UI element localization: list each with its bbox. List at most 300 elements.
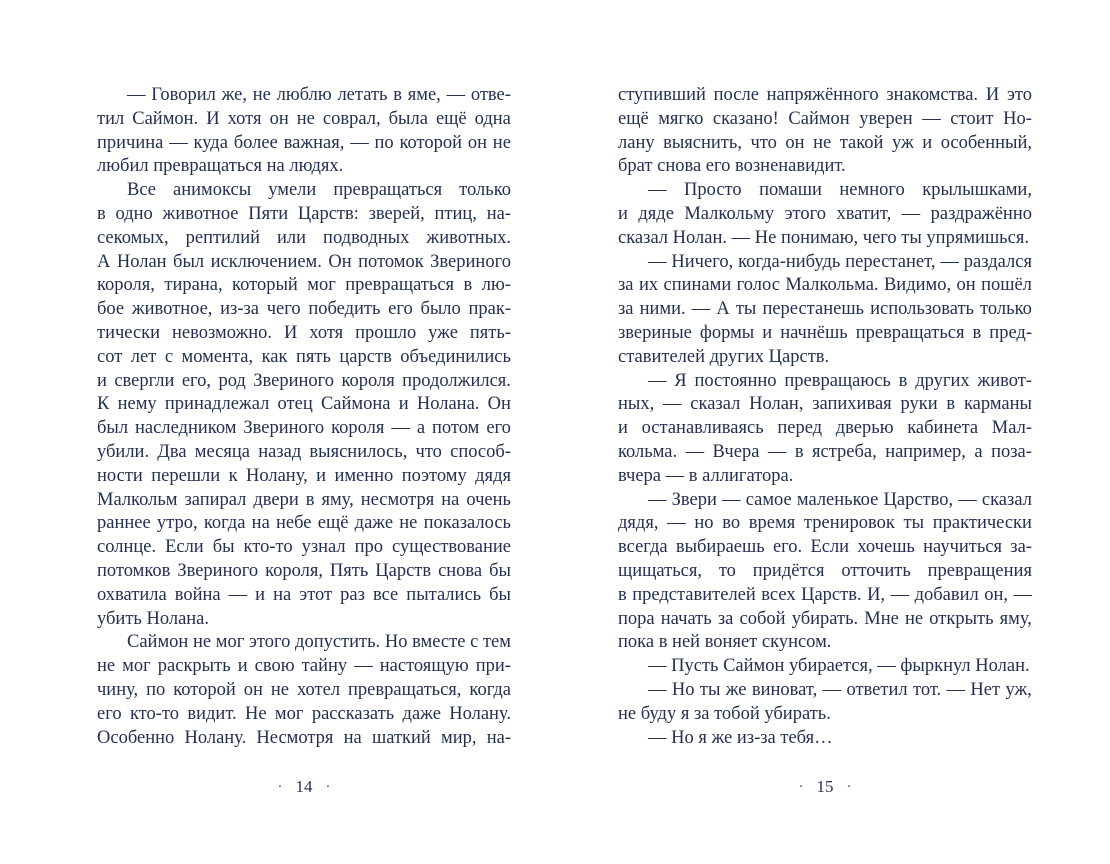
page-text — [618, 84, 1032, 750]
word: несмотря — [360, 489, 435, 510]
text-line — [618, 203, 1032, 227]
word: И — [206, 108, 220, 129]
word: — — [350, 132, 369, 153]
word: и — [316, 465, 327, 486]
word: яму, — [999, 608, 1032, 629]
word: — — [354, 656, 373, 677]
word: — — [648, 489, 667, 510]
word: ты — [735, 299, 757, 320]
paragraph — [618, 84, 1032, 179]
word: свою — [254, 656, 295, 677]
text-line: пока в ней воняет скунсом. — [618, 632, 832, 653]
text-line: брат снова его возненавидит. — [618, 156, 846, 177]
word: существование — [391, 537, 511, 558]
text-line — [618, 132, 1032, 156]
word: был — [173, 251, 205, 272]
word: К — [97, 394, 110, 415]
word: дядя — [475, 465, 511, 486]
word: Мал- — [991, 418, 1032, 439]
text-line: вчера — в аллигатора. — [618, 465, 794, 486]
word: в — [305, 489, 315, 510]
word: — — [228, 584, 248, 605]
word: птиц, — [434, 203, 477, 224]
word: собой — [739, 608, 786, 629]
word: голос — [736, 275, 780, 296]
word: из-за — [220, 299, 260, 320]
word: соврал, — [322, 108, 381, 129]
word: его. — [772, 537, 803, 558]
word: превращаться — [855, 322, 965, 343]
word: пытались — [406, 584, 482, 605]
text-line — [97, 251, 511, 275]
word: выяснилось, — [309, 441, 408, 462]
word: — — [127, 85, 146, 105]
word: назад — [258, 441, 302, 462]
word: за — [618, 299, 634, 320]
word: была — [388, 108, 428, 129]
word: даже — [354, 513, 394, 534]
text-line: — Но я же из-за тебя… — [648, 727, 833, 748]
word: — — [648, 251, 667, 272]
word: не — [192, 632, 212, 653]
text-line: убить Нолана. — [97, 608, 210, 629]
word: на- — [486, 203, 511, 224]
word: поза- — [991, 441, 1032, 462]
text-line — [97, 179, 511, 203]
word: Царство, — [883, 489, 954, 510]
word: царств — [339, 346, 392, 367]
word: рептилий — [185, 227, 260, 248]
word: род — [218, 370, 246, 391]
word: война — [174, 584, 221, 605]
word: Не — [245, 703, 267, 724]
word: видит. — [187, 703, 237, 724]
word: яме, — [407, 85, 441, 105]
word: немного — [839, 180, 905, 201]
word: победить — [308, 299, 381, 320]
word: люблю — [276, 85, 332, 105]
word: А — [716, 299, 730, 320]
word: вместе — [412, 632, 466, 653]
word: например, — [885, 441, 966, 462]
word: Нолан — [116, 251, 167, 272]
word: пред- — [989, 322, 1032, 343]
word: которой — [399, 132, 463, 153]
word: перестанет, — [845, 251, 936, 272]
text-line — [618, 274, 1032, 298]
text-line — [618, 584, 1032, 608]
word: И — [985, 85, 1000, 105]
word: хотя — [227, 108, 262, 129]
word: других — [915, 370, 970, 391]
paragraph — [618, 727, 1032, 751]
word: спинами — [663, 275, 732, 296]
word: превращаться — [333, 180, 443, 201]
word: к — [228, 465, 238, 486]
word: пора — [618, 608, 655, 629]
word: кабинета — [907, 418, 979, 439]
word: шаткий — [371, 727, 431, 748]
word: принадлежал — [164, 394, 270, 415]
text-line — [97, 274, 511, 298]
word: в — [946, 394, 956, 415]
word: стоит — [950, 108, 994, 129]
word: — — [767, 441, 787, 462]
word: продолжился. — [402, 370, 511, 391]
word: выяснить, — [663, 132, 742, 153]
word: свергли — [114, 370, 175, 391]
word: момента, — [181, 346, 254, 367]
word: исключением. — [210, 251, 322, 272]
text-line — [618, 441, 1032, 465]
word: поэтому — [401, 465, 467, 486]
word: рассказать — [311, 703, 395, 724]
word: тически — [97, 322, 161, 343]
word: — — [663, 394, 682, 415]
word: Звериного — [177, 560, 259, 581]
word: же — [725, 679, 747, 700]
word: мог — [274, 703, 304, 724]
word: виноват, — [751, 679, 818, 700]
word: даже — [402, 703, 441, 724]
word: крылышками, — [922, 180, 1032, 201]
text-line — [618, 84, 1032, 108]
word: Но — [671, 679, 695, 700]
word: только — [459, 180, 511, 201]
word: Звериного — [253, 370, 335, 391]
word: Звериного — [243, 418, 325, 439]
word: — — [890, 584, 910, 605]
text-line — [97, 346, 511, 370]
word: Но- — [1003, 108, 1032, 129]
word: — — [946, 679, 966, 700]
word: с — [470, 632, 479, 653]
page-number-value: 14 — [295, 777, 313, 796]
word: тренировок — [803, 513, 895, 534]
word: не — [492, 132, 511, 153]
word: самое — [745, 489, 792, 510]
word: уже — [428, 322, 458, 343]
word: Видимо, — [883, 275, 952, 296]
word: карманы — [963, 394, 1032, 415]
word: Саймон — [127, 632, 189, 653]
text-line — [97, 584, 511, 608]
word: более — [233, 132, 278, 153]
word: убирать. — [791, 608, 859, 629]
text-line — [97, 727, 511, 751]
word: маленькое — [796, 489, 879, 510]
word: практически — [932, 513, 1032, 534]
word: солнце. — [97, 537, 157, 558]
word: Нолан, — [749, 394, 804, 415]
page-right — [618, 84, 1032, 750]
paragraph — [618, 251, 1032, 370]
text-line — [618, 679, 1032, 703]
word: после — [713, 85, 759, 105]
word: в — [97, 203, 106, 224]
word: Нолану. — [184, 727, 247, 748]
paragraph — [618, 179, 1032, 250]
word: пять — [295, 346, 331, 367]
word: двери — [253, 489, 299, 510]
word: перешли — [151, 465, 221, 486]
word: отец — [277, 394, 313, 415]
word: убили. — [97, 441, 150, 462]
text-line — [618, 108, 1032, 132]
word: — — [648, 679, 667, 700]
page-number-right — [618, 777, 1032, 798]
word: и — [618, 203, 628, 224]
word: а — [416, 418, 426, 439]
word: наследником — [135, 418, 237, 439]
word: Звериного — [430, 251, 511, 272]
word: именно — [334, 465, 394, 486]
word: или — [277, 227, 307, 248]
word: причина — [97, 132, 164, 153]
word: время — [748, 513, 796, 534]
text-line — [618, 322, 1032, 346]
word: Все — [127, 180, 156, 201]
page-number-dot: · — [277, 779, 283, 795]
word: — — [1013, 584, 1032, 605]
text-line — [97, 393, 511, 417]
text-line — [97, 465, 511, 489]
word: потом — [432, 418, 480, 439]
word: — — [391, 418, 410, 439]
word: прошло — [355, 322, 417, 343]
text-line — [97, 203, 511, 227]
word: был — [97, 418, 129, 439]
word: он — [269, 108, 289, 129]
word: этого — [248, 632, 291, 653]
word: — — [940, 251, 959, 272]
text-line — [97, 631, 511, 655]
word: формы — [699, 322, 755, 343]
word: в — [618, 584, 627, 605]
word: сказал — [981, 489, 1032, 510]
word: начнёшь — [780, 322, 848, 343]
word: ещё — [618, 108, 649, 129]
word: сот — [97, 346, 123, 367]
paragraph — [618, 679, 1032, 727]
word: хватит, — [836, 203, 892, 224]
word: чего — [266, 299, 301, 320]
word: Саймон — [788, 108, 850, 129]
word: по — [374, 132, 394, 153]
word: на- — [486, 727, 511, 748]
word: ступивший — [618, 85, 706, 105]
word: превращаться, — [348, 679, 462, 700]
text-line — [618, 298, 1032, 322]
text-line — [618, 417, 1032, 441]
word: руки — [900, 394, 938, 415]
word: дверью — [835, 418, 894, 439]
word: было — [420, 299, 461, 320]
word: уж — [891, 132, 914, 153]
word: дяде — [638, 203, 674, 224]
word: раннее — [97, 513, 151, 534]
word: с — [164, 346, 174, 367]
word: — — [685, 441, 705, 462]
word: его — [388, 299, 413, 320]
word: мягко — [658, 108, 704, 129]
word: он — [956, 275, 976, 296]
word: Просто — [684, 180, 742, 201]
word: Нолану, — [245, 465, 308, 486]
paragraph — [97, 179, 511, 631]
page-number-dot: · — [846, 779, 852, 795]
word: животных. — [426, 227, 511, 248]
text-line — [97, 512, 511, 536]
page-left — [97, 84, 511, 750]
word: короля — [331, 418, 385, 439]
word: объединились — [400, 346, 511, 367]
word: ты — [903, 513, 925, 534]
word: постоянно — [694, 370, 777, 391]
text-line — [97, 536, 511, 560]
word: и — [618, 418, 628, 439]
page-number-left — [97, 777, 511, 798]
word: животное, — [131, 299, 213, 320]
text-line: сказал Нолан. — Не понимаю, чего ты упрямишься. — [618, 227, 1029, 248]
word: запихивая — [812, 394, 892, 415]
text-line — [97, 298, 511, 322]
word: его — [97, 703, 122, 724]
word: в — [794, 441, 804, 462]
word: живот- — [977, 370, 1032, 391]
word: Царств. — [801, 584, 862, 605]
word: не — [97, 656, 116, 677]
word: останавливаясь — [641, 418, 764, 439]
word: анимоксы — [173, 180, 252, 201]
word: по — [146, 679, 166, 700]
word: на — [251, 513, 270, 534]
word: использовать — [870, 299, 974, 320]
word: лет — [130, 346, 157, 367]
word: важная, — [283, 132, 345, 153]
word: бы — [212, 537, 235, 558]
page-number-dot: · — [798, 779, 804, 795]
word: его — [486, 418, 511, 439]
word: ности — [97, 465, 143, 486]
word: этого — [784, 203, 826, 224]
word: он, — [984, 584, 1008, 605]
word: все — [372, 584, 399, 605]
word: охватила — [97, 584, 167, 605]
word: кольма. — [618, 441, 678, 462]
word: когда-нибудь — [738, 251, 841, 272]
word: уверен — [859, 108, 913, 129]
paragraph — [618, 655, 1032, 679]
word: Вчера — [712, 441, 760, 462]
word: животное — [162, 203, 239, 224]
word: хотел — [296, 679, 341, 700]
word: Он — [487, 394, 511, 415]
word: — — [667, 513, 686, 534]
word: Малкольму — [684, 203, 775, 224]
word: раздражённо — [930, 203, 1032, 224]
word: то — [718, 560, 736, 581]
word: Пяти — [248, 203, 289, 224]
word: лю- — [481, 275, 511, 296]
word: очень — [466, 489, 511, 510]
text-line — [97, 441, 511, 465]
word: сказано! — [712, 108, 779, 129]
word: Он — [328, 251, 352, 272]
word: настоящую — [379, 656, 469, 677]
word: всегда — [618, 537, 668, 558]
text-line — [97, 132, 511, 156]
paragraph — [618, 370, 1032, 489]
word: мог — [215, 632, 245, 653]
text-line: не буду я за тобой убирать. — [618, 703, 831, 724]
word: такой — [839, 132, 884, 153]
word: тил — [97, 108, 125, 129]
word: И — [283, 322, 298, 343]
word: уж, — [1005, 679, 1032, 700]
word: ещё — [317, 513, 349, 534]
word: за — [717, 608, 734, 629]
word: раздался — [963, 251, 1032, 272]
paragraph — [97, 84, 511, 179]
text-line — [97, 560, 511, 584]
word: короля, — [265, 560, 323, 581]
paragraph — [618, 489, 1032, 656]
word: не — [296, 108, 315, 129]
word: и — [922, 132, 933, 153]
word: нему — [117, 394, 157, 415]
paragraph — [97, 631, 511, 750]
word: пошёл — [981, 275, 1032, 296]
word: на — [273, 584, 292, 605]
text-line: ставителей других Царств. — [618, 346, 830, 367]
word: не — [399, 513, 418, 534]
word: яму, — [321, 489, 354, 510]
word: запирал — [184, 489, 247, 510]
word: он — [243, 679, 263, 700]
word: мог — [122, 656, 151, 677]
word: снова — [438, 560, 483, 581]
word: превращения — [927, 560, 1032, 581]
word: Два — [157, 441, 187, 462]
word: что — [415, 441, 442, 462]
word: только — [980, 299, 1032, 320]
word: он — [785, 132, 805, 153]
word: Несмотря — [256, 727, 334, 748]
word: допустить. — [295, 632, 381, 653]
word: А — [97, 251, 111, 272]
word: не — [813, 132, 832, 153]
word: прак- — [468, 299, 511, 320]
word: особенный, — [940, 132, 1032, 153]
word: — — [169, 132, 188, 153]
word: — — [958, 489, 977, 510]
page-number-dot: · — [325, 779, 331, 795]
text-line — [97, 703, 511, 727]
word: ответил — [846, 679, 908, 700]
word: Особенно — [97, 727, 175, 748]
word: тайну — [301, 656, 348, 677]
text-line — [97, 370, 511, 394]
word: открыть — [929, 608, 994, 629]
word: за — [618, 275, 634, 296]
word: как — [261, 346, 288, 367]
word: тем — [482, 632, 511, 653]
word: он — [467, 132, 487, 153]
word: — — [648, 370, 667, 391]
word: Саймона — [320, 394, 391, 415]
text-line — [97, 655, 511, 679]
